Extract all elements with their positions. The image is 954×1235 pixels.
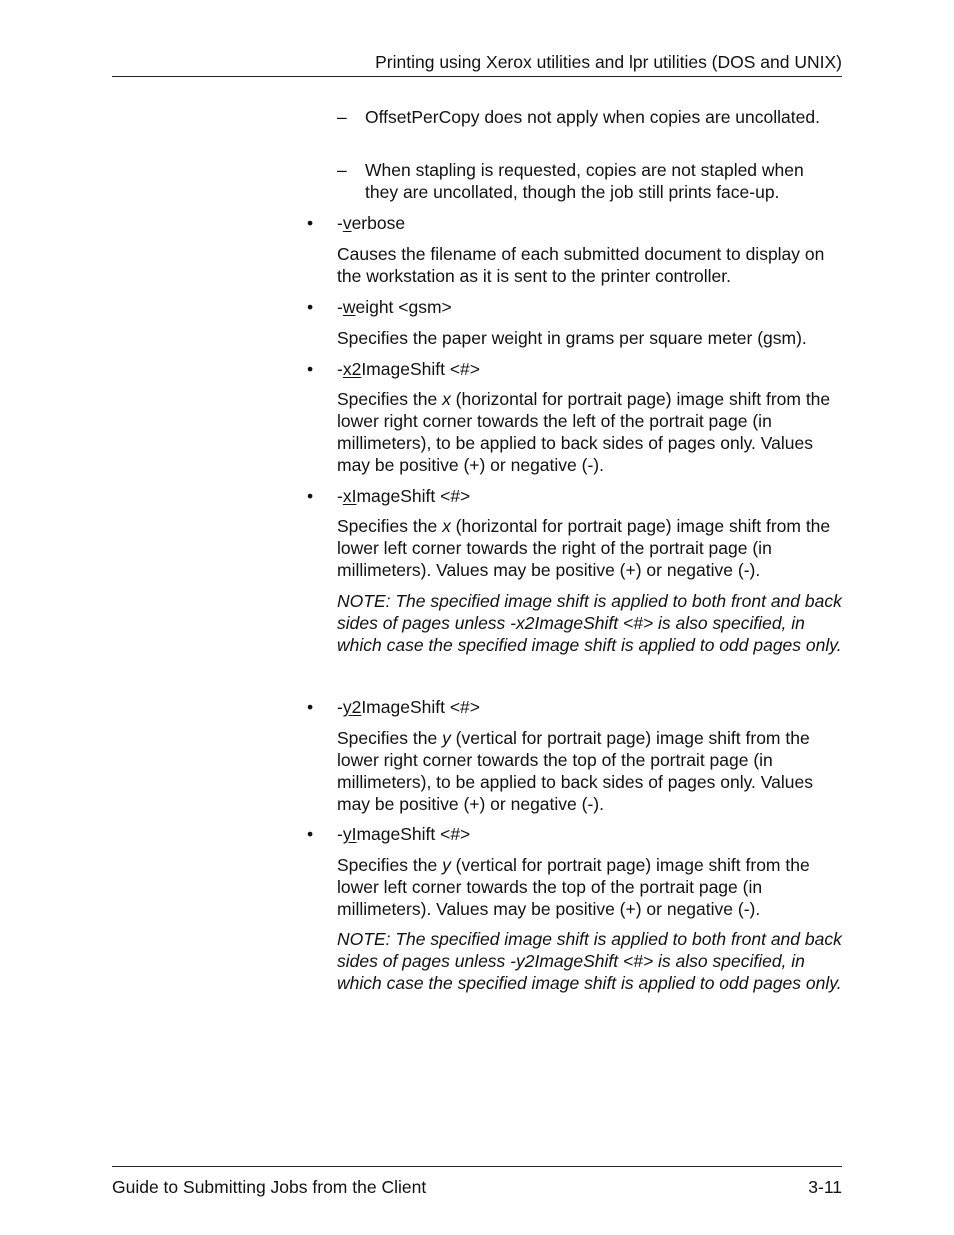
footer-rule [112,1166,842,1167]
option-x-image-shift-description: Specifies the x (horizontal for portrait page) image shift from the lower left corner towards the right of the portrait page (in millimeters). Values may be positive (+) or negative (-). [337,516,831,580]
bullet-marker: • [307,359,314,379]
option-weight-description: Specifies the paper weight in grams per square meter (gsm). [337,328,807,348]
dash-marker: – [337,107,347,127]
bullet-marker: • [307,486,314,506]
header-rule [112,76,842,77]
page-footer [112,1176,842,1198]
option-y-image-shift-note: NOTE: The specified image shift is applied to both front and back sides of pages unless -y2ImageShift <#> is also specified, in which case the specified image shift is applied to odd pages only. [337,929,842,993]
option-verbose-description: Causes the filename of each submitted document to display on the workstation as it is sent to the printer controller. [337,244,825,286]
bullet-marker: • [307,697,314,717]
option-x2-image-shift: -x2ImageShift <#> [337,359,481,379]
option-x2-image-shift-description: Specifies the x (horizontal for portrait page) image shift from the lower right corner towards the left of the portrait page (in millimeters), to be applied to back sides of pages only. Values may be positive (+) or negative (-). [337,389,831,475]
option-weight: -weight <gsm> [337,297,452,317]
footer-guide-title: Guide to Submitting Jobs from the Client [112,1177,427,1197]
running-header-title: Printing using Xerox utilities and lpr utilities (DOS and UNIX) [375,52,842,72]
dash-item-offset-per-copy: OffsetPerCopy does not apply when copies are uncollated. [365,107,820,127]
option-y2-image-shift: -y2ImageShift <#> [337,697,481,717]
option-x-image-shift: -xImageShift <#> [337,486,471,506]
bullet-marker: • [307,824,314,844]
bullet-marker: • [307,297,314,317]
option-y-image-shift-description: Specifies the y (vertical for portrait page) image shift from the lower left corner towards the top of the portrait page (in millimeters). Values may be positive (+) or negative (-). [337,855,810,919]
bullet-marker: • [307,213,314,233]
option-y-image-shift: -yImageShift <#> [337,824,471,844]
page-number: 3-11 [808,1177,842,1197]
dash-item-stapling: When stapling is requested, copies are not stapled when they are uncollated, though the job still prints face-up. [365,160,804,202]
dash-marker: – [337,160,347,180]
option-y2-image-shift-description: Specifies the y (vertical for portrait page) image shift from the lower right corner towards the top of the portrait page (in millimeters), to be applied to back sides of pages only. Values may be positive (+) or negative (-). [337,728,813,814]
option-x-image-shift-note: NOTE: The specified image shift is applied to both front and back sides of pages unless -x2ImageShift <#> is also specified, in which case the specified image shift is applied to odd pages only. [337,591,842,655]
option-verbose: -verbose [337,213,406,233]
